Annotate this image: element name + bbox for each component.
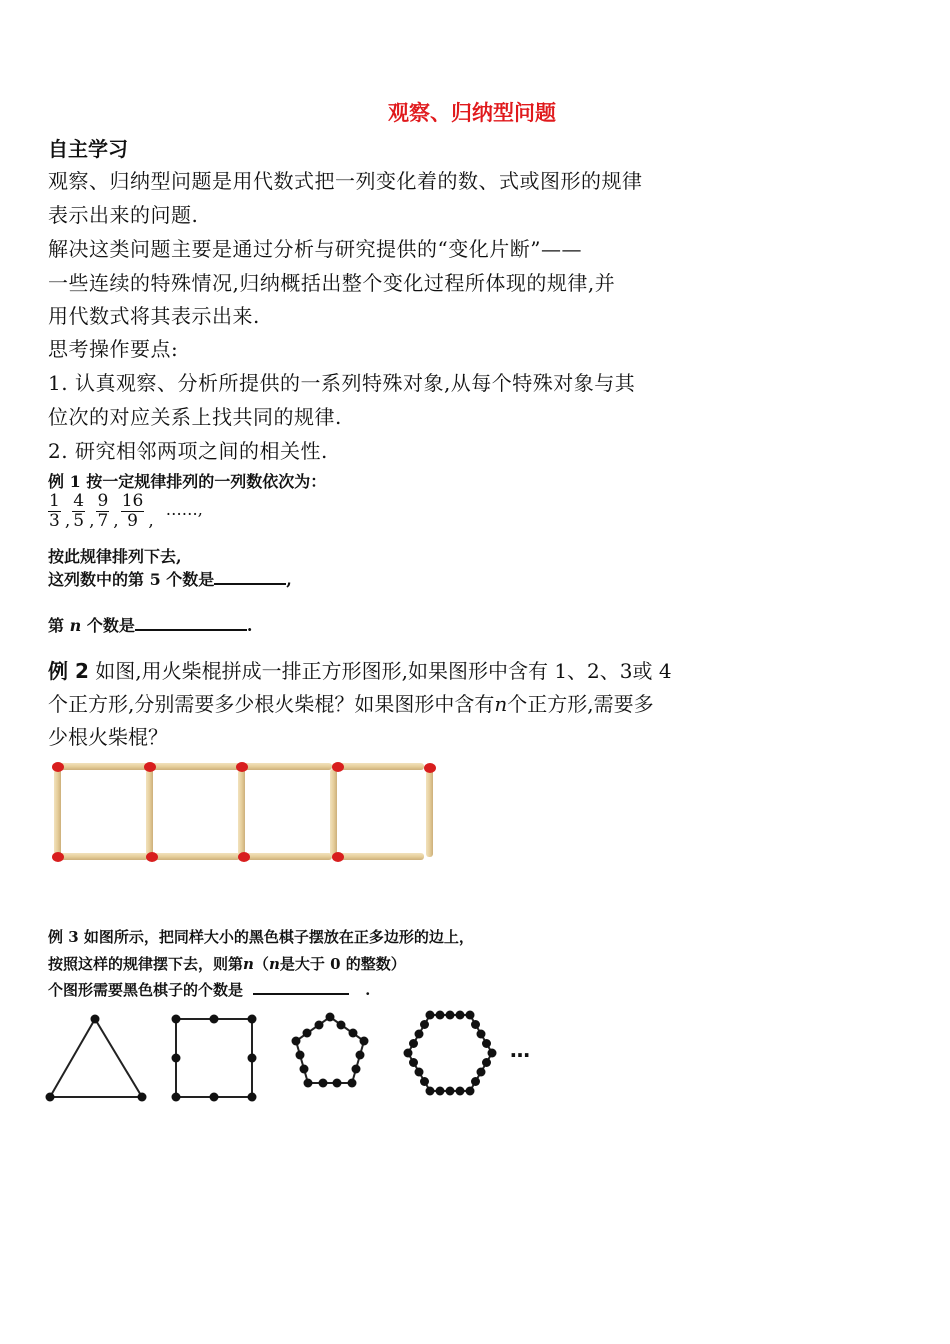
intro-line: 思考操作要点: bbox=[48, 337, 179, 361]
polygon-figures bbox=[40, 1005, 560, 1110]
intro-line: 解决这类问题主要是通过分析与研究提供的“变化片断”—— bbox=[48, 237, 582, 261]
chess-piece bbox=[446, 1011, 455, 1020]
example1-question-nth: 第 n 个数是 . bbox=[48, 616, 253, 635]
chess-piece bbox=[426, 1087, 435, 1096]
matchstick bbox=[240, 853, 332, 860]
chess-piece bbox=[300, 1065, 309, 1074]
chess-piece bbox=[296, 1051, 305, 1060]
chess-piece bbox=[456, 1087, 465, 1096]
matchstick-figure bbox=[40, 755, 450, 870]
chess-piece bbox=[426, 1011, 435, 1020]
chess-piece bbox=[349, 1029, 358, 1038]
matchstick bbox=[146, 769, 153, 857]
chess-piece bbox=[319, 1079, 328, 1088]
matchstick bbox=[426, 769, 433, 857]
chess-piece bbox=[333, 1079, 342, 1088]
intro-line: 一些连续的特殊情况,归纳概括出整个变化过程所体现的规律,并 bbox=[48, 271, 616, 295]
chess-piece bbox=[304, 1079, 313, 1088]
chess-piece bbox=[91, 1015, 100, 1024]
chess-piece bbox=[360, 1037, 369, 1046]
match-head bbox=[52, 762, 64, 772]
chess-piece bbox=[446, 1087, 455, 1096]
example3-line: 按照这样的规律摆下去，则第n（n是大于 0 的整数） bbox=[48, 955, 406, 973]
fraction: $\frac{4}{5}$ bbox=[73, 491, 85, 531]
chess-piece bbox=[477, 1030, 486, 1039]
chess-piece bbox=[172, 1015, 181, 1024]
chess-piece bbox=[409, 1039, 418, 1048]
chess-piece bbox=[46, 1093, 55, 1102]
match-head bbox=[52, 852, 64, 862]
chess-piece bbox=[420, 1077, 429, 1086]
chess-piece bbox=[356, 1051, 365, 1060]
chess-piece bbox=[404, 1049, 413, 1058]
chess-piece bbox=[466, 1011, 475, 1020]
answer-blank[interactable] bbox=[214, 569, 286, 585]
example3-question: 个图形需要黑色棋子的个数是 . bbox=[48, 981, 371, 999]
chess-piece bbox=[471, 1020, 480, 1029]
matchstick bbox=[148, 853, 240, 860]
example2-line: 少根火柴棍？ bbox=[48, 725, 168, 749]
chess-piece bbox=[248, 1093, 257, 1102]
chess-piece bbox=[138, 1093, 147, 1102]
chess-piece bbox=[248, 1015, 257, 1024]
example1-sequence: $\frac{1}{3}$ , $\frac{4}{5}$ , $\frac{9}{7}$ , $\frac{16}{9}$ , ……, bbox=[49, 491, 203, 531]
chess-piece bbox=[482, 1058, 491, 1067]
chess-piece bbox=[436, 1011, 445, 1020]
intro-line: 位次的对应关系上找共同的规律. bbox=[48, 405, 342, 429]
chess-piece bbox=[210, 1015, 219, 1024]
matchstick bbox=[56, 853, 148, 860]
answer-blank[interactable] bbox=[135, 615, 247, 631]
chess-piece bbox=[172, 1054, 181, 1063]
fraction: $\frac{1}{3}$ bbox=[49, 491, 60, 531]
chess-piece bbox=[172, 1093, 181, 1102]
example1-question-5th: 这列数中的第 5 个数是 , bbox=[48, 570, 292, 589]
example2-line: 个正方形,分别需要多少根火柴棍？如果图形中含有n个正方形,需要多 bbox=[48, 692, 654, 716]
match-head bbox=[332, 852, 344, 862]
chess-piece bbox=[471, 1077, 480, 1086]
example3-line: 例 3 如图所示，把同样大小的黑色棋子摆放在正多边形的边上， bbox=[48, 928, 474, 946]
section-heading: 自主学习 bbox=[48, 137, 128, 161]
match-head bbox=[332, 762, 344, 772]
chess-piece bbox=[436, 1087, 445, 1096]
intro-line: 2. 研究相邻两项之间的相关性. bbox=[48, 439, 328, 463]
chess-piece bbox=[482, 1039, 491, 1048]
chess-piece bbox=[352, 1065, 361, 1074]
match-head bbox=[236, 762, 248, 772]
matchstick bbox=[330, 769, 337, 857]
example-label: 例 2 bbox=[48, 659, 89, 683]
matchstick bbox=[238, 769, 245, 857]
matchstick bbox=[240, 763, 332, 770]
matchstick bbox=[332, 853, 424, 860]
matchstick bbox=[54, 769, 61, 857]
chess-piece bbox=[292, 1037, 301, 1046]
match-head bbox=[146, 852, 158, 862]
match-head bbox=[144, 762, 156, 772]
chess-piece bbox=[415, 1030, 424, 1039]
triangle-figure bbox=[50, 1019, 142, 1097]
figure-ellipsis: … bbox=[510, 1038, 530, 1062]
chess-piece bbox=[348, 1079, 357, 1088]
matchstick bbox=[148, 763, 240, 770]
fraction: $\frac{16}{9}$ bbox=[121, 491, 144, 531]
chess-piece bbox=[488, 1049, 497, 1058]
match-head bbox=[424, 763, 436, 773]
matchstick bbox=[56, 763, 148, 770]
chess-piece bbox=[248, 1054, 257, 1063]
page-title: 观察、归纳型问题 bbox=[388, 100, 556, 125]
chess-piece bbox=[415, 1068, 424, 1077]
intro-line: 1. 认真观察、分析所提供的一系列特殊对象,从每个特殊对象与其 bbox=[48, 371, 636, 395]
example1-line: 按此规律排列下去, bbox=[48, 547, 182, 566]
chess-piece bbox=[409, 1058, 418, 1067]
intro-line: 表示出来的问题. bbox=[48, 203, 199, 227]
fraction: $\frac{9}{7}$ bbox=[97, 491, 109, 531]
chess-piece bbox=[315, 1021, 324, 1030]
intro-line: 用代数式将其表示出来. bbox=[48, 304, 260, 328]
example1-stem: 例 1 按一定规律排列的一列数依次为： bbox=[48, 472, 327, 491]
chess-piece bbox=[337, 1021, 346, 1030]
match-head bbox=[238, 852, 250, 862]
chess-piece bbox=[303, 1029, 312, 1038]
chess-piece bbox=[210, 1093, 219, 1102]
chess-piece bbox=[456, 1011, 465, 1020]
intro-line: 观察、归纳型问题是用代数式把一列变化着的数、式或图形的规律 bbox=[48, 169, 643, 193]
answer-blank[interactable] bbox=[253, 981, 349, 995]
ellipsis: ……, bbox=[165, 500, 203, 519]
matchstick bbox=[332, 763, 424, 770]
chess-piece bbox=[466, 1087, 475, 1096]
square-figure bbox=[176, 1019, 252, 1097]
pentagon-figure bbox=[296, 1017, 364, 1083]
chess-piece bbox=[326, 1013, 335, 1022]
chess-piece bbox=[420, 1020, 429, 1029]
chess-piece bbox=[477, 1068, 486, 1077]
example2-line: 例 2 如图,用火柴棍拼成一排正方形图形,如果图形中含有 1、2、3或 4 bbox=[48, 659, 672, 683]
